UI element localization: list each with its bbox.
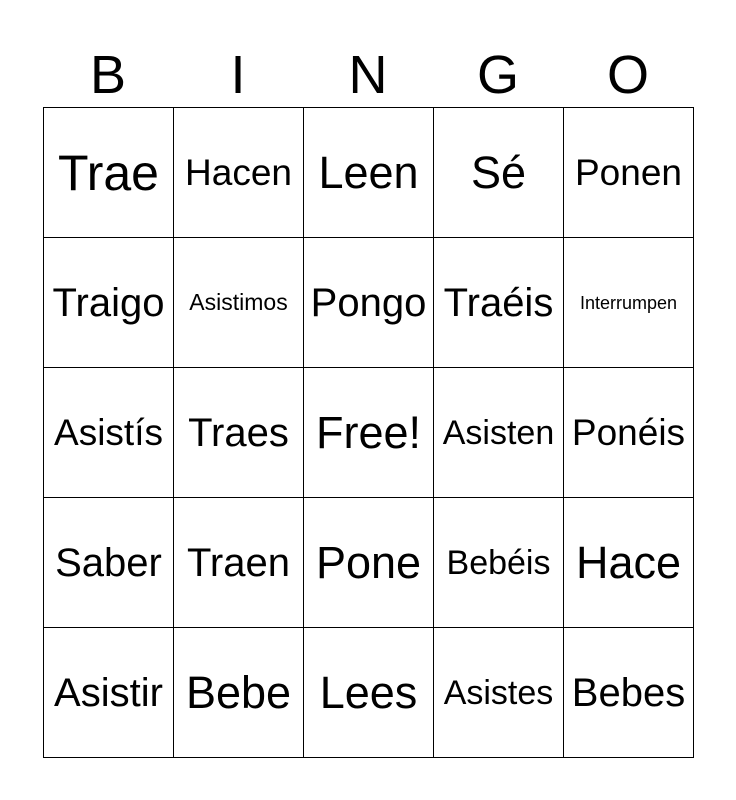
bingo-cell[interactable]: Traigo <box>44 238 174 368</box>
bingo-cell[interactable]: Hacen <box>174 108 304 238</box>
bingo-cell[interactable]: Traen <box>174 498 304 628</box>
bingo-cell[interactable]: Asistimos <box>174 238 304 368</box>
bingo-cell[interactable]: Sé <box>434 108 564 238</box>
bingo-header <box>43 44 693 106</box>
bingo-cell[interactable]: Trae <box>44 108 174 238</box>
bingo-cell[interactable]: Bebéis <box>434 498 564 628</box>
bingo-cell[interactable]: Saber <box>44 498 174 628</box>
bingo-cell[interactable]: Traes <box>174 368 304 498</box>
header-letter-n: N <box>348 45 388 105</box>
bingo-cell[interactable]: Asistes <box>434 628 564 758</box>
bingo-cell[interactable]: Bebes <box>564 628 694 758</box>
bingo-cell[interactable]: Asistís <box>44 368 174 498</box>
bingo-cell[interactable]: Pone <box>304 498 434 628</box>
bingo-cell[interactable]: Ponéis <box>564 368 694 498</box>
bingo-cell[interactable]: Asisten <box>434 368 564 498</box>
bingo-cell[interactable]: Traéis <box>434 238 564 368</box>
bingo-cell[interactable]: Hace <box>564 498 694 628</box>
bingo-board <box>43 107 694 758</box>
bingo-cell[interactable]: Ponen <box>564 108 694 238</box>
bingo-cell[interactable]: Bebe <box>174 628 304 758</box>
header-letter-g: G <box>476 45 519 105</box>
bingo-cell[interactable]: Pongo <box>304 238 434 368</box>
bingo-cell[interactable]: Lees <box>304 628 434 758</box>
bingo-cell[interactable]: Leen <box>304 108 434 238</box>
bingo-cell[interactable]: Asistir <box>44 628 174 758</box>
bingo-cell[interactable]: Interrumpen <box>564 238 694 368</box>
header-letter-b: B <box>89 45 127 105</box>
header-letter-i: I <box>230 45 246 105</box>
free-space-cell[interactable]: Free! <box>304 368 434 498</box>
header-letter-o: O <box>606 45 649 105</box>
